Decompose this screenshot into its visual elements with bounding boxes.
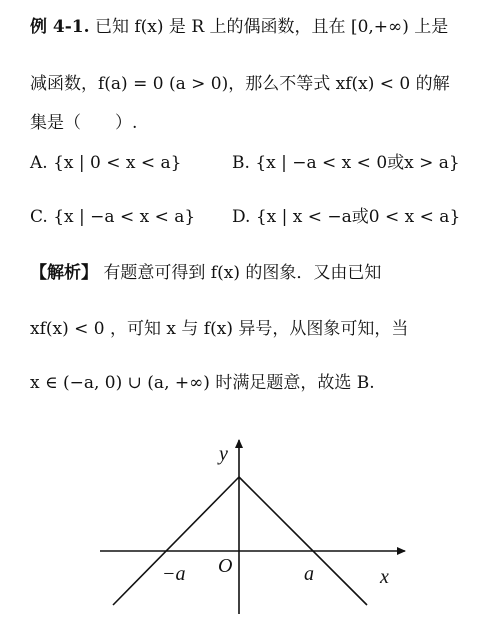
option-b-label: B.	[232, 153, 250, 173]
solution-text-1: 有题意可得到 f(x) 的图象．又由已知	[103, 263, 382, 283]
option-d-label: D.	[232, 207, 251, 227]
solution-line-3: x ∈ (−a, 0) ∪ (a, +∞) 时满足题意，故选 B.	[30, 373, 375, 393]
graph-right-branch	[239, 477, 367, 605]
y-axis-label: y	[219, 443, 228, 465]
problem-text-1: 已知 f(x) 是 R 上的偶函数，且在 [0,+∞) 上是	[94, 17, 449, 37]
neg-a-label: −a	[162, 563, 186, 585]
graph-left-branch	[113, 477, 239, 605]
problem-line-3: 集是（ ）.	[30, 113, 138, 133]
a-label: a	[304, 563, 314, 585]
option-a-label: A.	[30, 153, 48, 173]
x-axis-label: x	[380, 566, 389, 588]
problem-line-2: 减函数，f(a) = 0 (a > 0)，那么不等式 xf(x) < 0 的解	[30, 74, 450, 94]
origin-label: O	[218, 555, 233, 577]
solution-line-2: xf(x) < 0 ，可知 x 与 f(x) 异号，从图象可知，当	[30, 319, 409, 339]
option-b-text: {x | −a < x < 0或x > a}	[255, 153, 460, 173]
problem-number: 例 4-1.	[30, 17, 90, 37]
solution-heading: 【解析】	[30, 263, 98, 283]
option-a-text: {x | 0 < x < a}	[53, 153, 182, 173]
option-d-text: {x | x < −a或0 < x < a}	[255, 207, 461, 227]
option-c-text: {x | −a < x < a}	[53, 207, 196, 227]
option-c-label: C.	[30, 207, 48, 227]
